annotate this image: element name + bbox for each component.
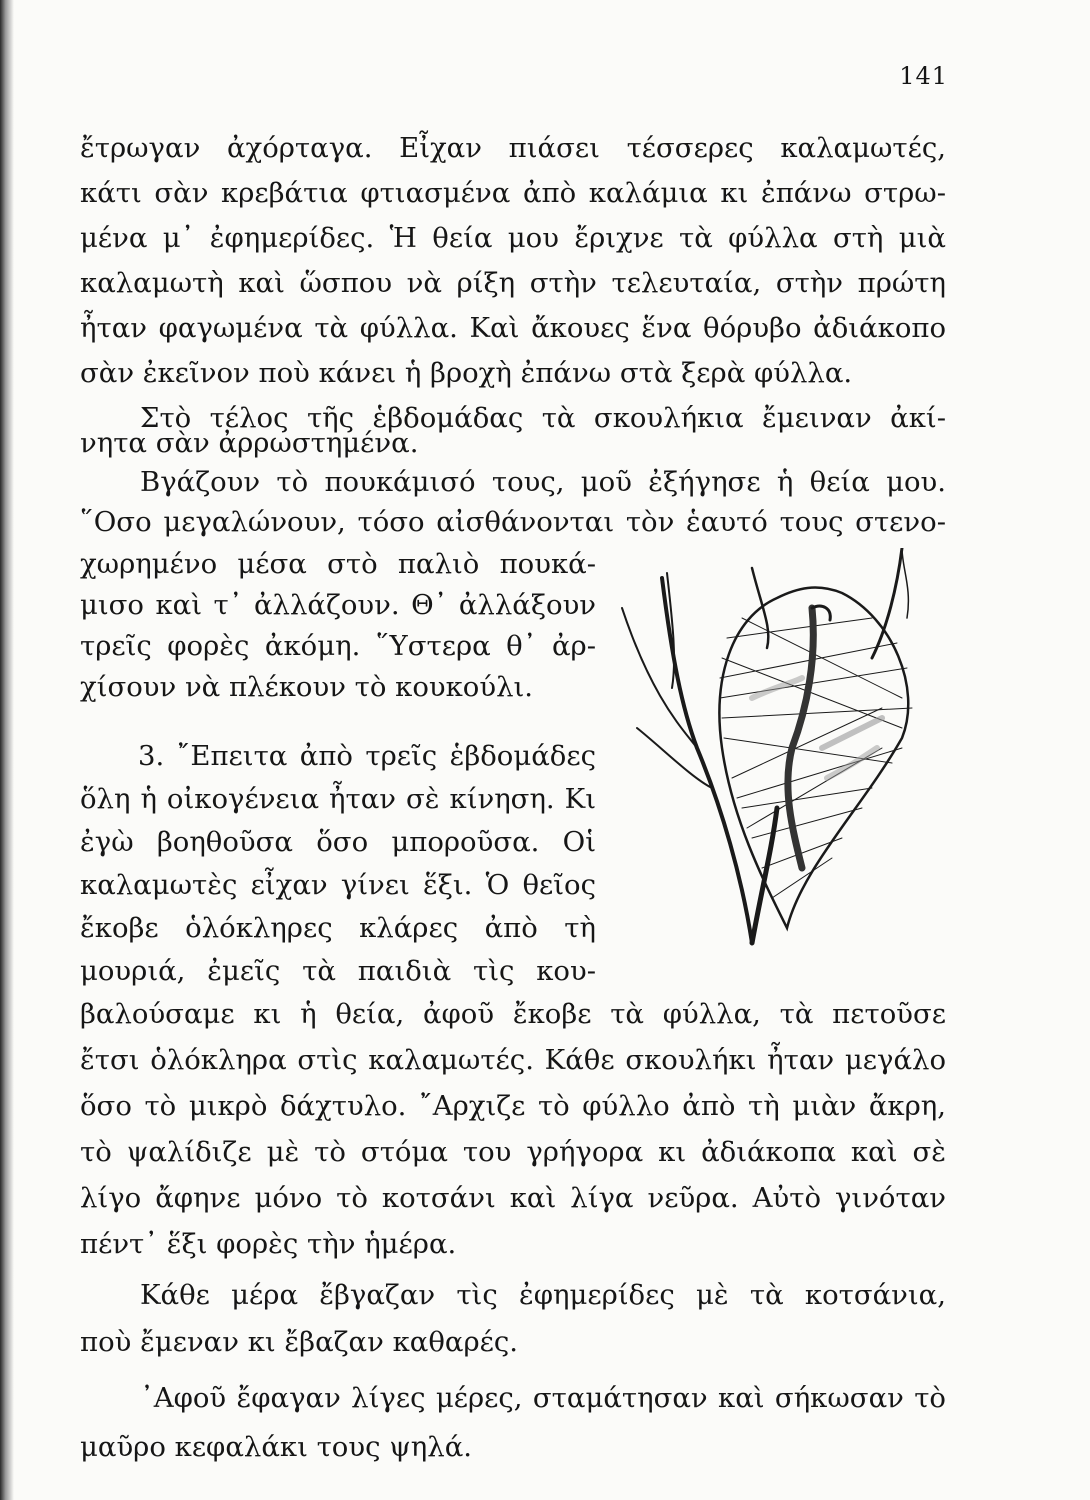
silkworm-cocoon-illustration xyxy=(602,548,950,948)
page-number: 141 xyxy=(899,62,948,90)
text-line: μένα μ᾿ ἐφημερίδες. Ἡ θεία μου ἔριχνε τὰ φύλλα στὴ μιὰ xyxy=(80,222,946,254)
text-line: τὸ ψαλίδιζε μὲ τὸ στόμα του γρήγορα κι ἀδιάκοπα καὶ σὲ xyxy=(80,1136,946,1168)
silkworm-cocoon-icon xyxy=(602,548,950,948)
text-line: ἔτρωγαν ἀχόρταγα. Εἶχαν πιάσει τέσσερες καλαμωτές, xyxy=(80,132,946,164)
text-line: μαῦρο κεφαλάκι τους ψηλά. xyxy=(80,1431,473,1463)
text-line: ἦταν φαγωμένα τὰ φύλλα. Καὶ ἄκουες ἕνα θόρυβο ἀδιάκοπο xyxy=(80,312,946,344)
text-line: ὅσο τὸ μικρὸ δάχτυλο. ῎Αρχιζε τὸ φύλλο ἀπὸ τὴ μιὰν ἄκρη, xyxy=(80,1090,946,1122)
text-line: λίγο ἄφηνε μόνο τὸ κοτσάνι καὶ λίγα νεῦρα. Αὐτὸ γινόταν xyxy=(80,1182,946,1214)
page-edge-shadow xyxy=(0,0,14,1500)
text-line: τρεῖς φορὲς ἀκόμη. ῞Υστερα θ᾿ ἀρ- xyxy=(80,630,596,662)
text-line: καλαμωτὴ καὶ ὥσπου νὰ ρίξη στὴν τελευταία, στὴν πρώτη xyxy=(80,267,946,299)
text-line: ποὺ ἔμεναν κι ἔβαζαν καθαρές. xyxy=(80,1326,519,1358)
text-line: Βγάζουν τὸ πουκάμισό τους, μοῦ ἐξήγησε ἡ θεία μου. xyxy=(140,466,946,498)
text-line: 3. ῎Επειτα ἀπὸ τρεῖς ἑβδομάδες xyxy=(138,740,596,772)
text-line: ὅλη ἡ οἰκογένεια ἦταν σὲ κίνηση. Κι xyxy=(80,783,596,815)
text-line: ἐγὼ βοηθοῦσα ὅσο μποροῦσα. Οἱ xyxy=(80,826,596,858)
text-line: ἔτσι ὁλόκληρα στὶς καλαμωτές. Κάθε σκουλήκι ἦταν μεγάλο xyxy=(80,1044,946,1076)
text-line: χίσουν νὰ πλέκουν τὸ κουκούλι. xyxy=(80,671,534,703)
text-line: σὰν ἐκεῖνον ποὺ κάνει ἡ βροχὴ ἐπάνω στὰ ξερὰ φύλλα. xyxy=(80,357,853,389)
text-line: χωρημένο μέσα στὸ παλιὸ πουκά- xyxy=(80,548,596,580)
text-line: μουριά, ἐμεῖς τὰ παιδιὰ τὶς κου- xyxy=(80,955,596,987)
text-line: πέντ᾿ ἕξι φορὲς τὴν ἡμέρα. xyxy=(80,1228,457,1260)
text-line: κάτι σὰν κρεβάτια φτιασμένα ἀπὸ καλάμια κι ἐπάνω στρω- xyxy=(80,177,946,209)
text-line: μισο καὶ τ᾿ ἀλλάζουν. Θ᾿ ἀλλάξουν xyxy=(80,589,596,621)
text-line: νητα σὰν ἀρρωστημένα. xyxy=(80,427,419,459)
text-line: ἔκοβε ὁλόκληρες κλάρες ἀπὸ τὴ xyxy=(80,912,596,944)
text-line: καλαμωτὲς εἶχαν γίνει ἕξι. Ὁ θεῖος xyxy=(80,869,596,901)
text-line: ῞Οσο μεγαλώνουν, τόσο αἰσθάνονται τὸν ἑαυτό τους στενο- xyxy=(80,506,946,538)
text-line: Κάθε μέρα ἔβγαζαν τὶς ἐφημερίδες μὲ τὰ κοτσάνια, xyxy=(140,1279,946,1311)
text-line: ᾿Αφοῦ ἔφαγαν λίγες μέρες, σταμάτησαν καὶ σήκωσαν τὸ xyxy=(140,1382,946,1414)
text-line: βαλούσαμε κι ἡ θεία, ἀφοῦ ἔκοβε τὰ φύλλα, τὰ πετοῦσε xyxy=(80,998,946,1030)
text-line: Στὸ τέλος τῆς ἑβδομάδας τὰ σκουλήκια ἔμειναν ἀκί- xyxy=(140,402,946,434)
